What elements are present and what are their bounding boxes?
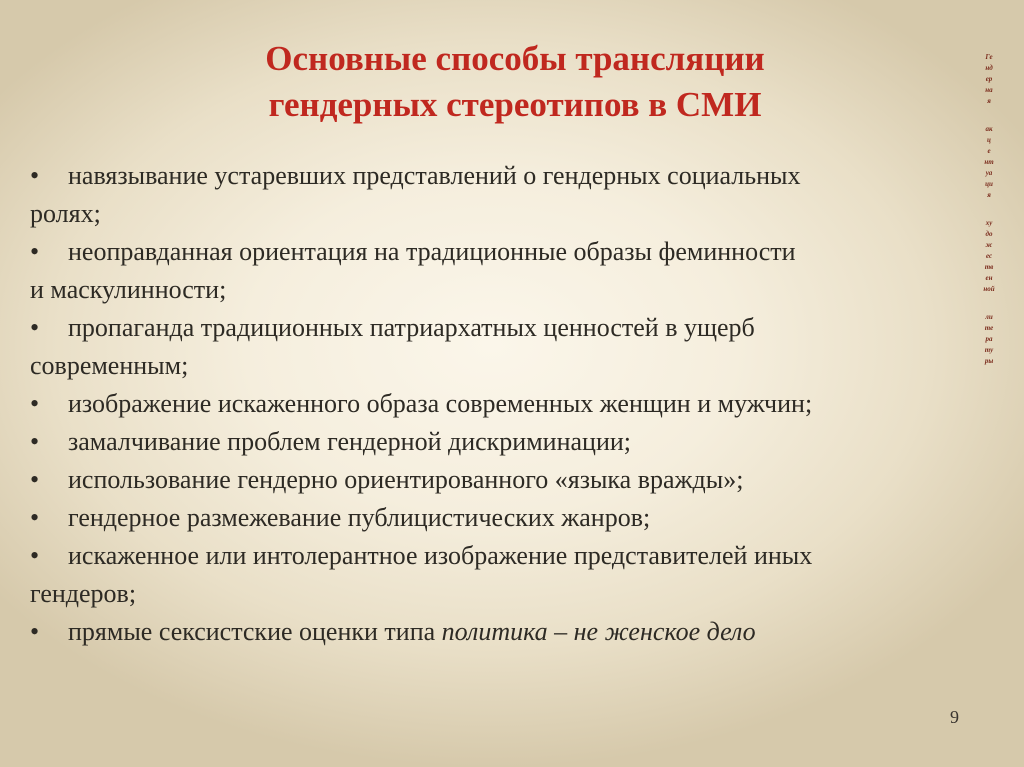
bullet-dot: • (30, 313, 40, 342)
bullet-text: навязывание устаревших представлений о гендерных социальных (68, 161, 801, 190)
side-text-gap (978, 295, 1000, 312)
page-number: 9 (950, 707, 959, 727)
bullet-item (30, 233, 975, 309)
slide-title-line-1: Основные способы трансляции (265, 39, 765, 78)
side-text-fragment: я (987, 97, 991, 105)
bullet-text-continued: гендеров; (30, 579, 137, 608)
bullet-text-continued: ролях; (30, 199, 101, 228)
side-text-fragment: тв (984, 263, 994, 271)
side-text-gap (978, 201, 1000, 218)
side-text-fragment: Ге (985, 53, 993, 61)
bullet-text: прямые сексистские оценки типа (68, 617, 442, 646)
slide-title (130, 36, 900, 128)
bullet-dot: • (30, 161, 40, 190)
bullet-text-continued: и маскулинности; (30, 275, 227, 304)
side-text-fragment: нт (984, 158, 994, 166)
side-text-fragment: ту (984, 346, 994, 354)
bullet-item (30, 461, 975, 499)
side-text-fragment: до (985, 230, 993, 238)
side-text-fragment: ц (987, 136, 991, 144)
side-text-fragment: ци (985, 180, 993, 188)
bullet-item (30, 537, 975, 613)
bullet-text: использование гендерно ориентированного «языка вражды»; (68, 465, 744, 494)
bullet-item (30, 613, 975, 651)
side-text-fragment: те (984, 324, 994, 332)
side-text-fragment: ра (985, 335, 993, 343)
bullet-item (30, 309, 975, 385)
bullet-dot: • (30, 617, 40, 646)
bullet-list (30, 157, 975, 651)
side-text-fragment: уа (985, 169, 993, 177)
bullet-text: неоправданная ориентация на традиционные образы феминности (68, 237, 796, 266)
bullet-item (30, 499, 975, 537)
slide-title-line-2: гендерных стереотипов в СМИ (268, 85, 762, 124)
side-text-fragment: на (985, 86, 993, 94)
bullet-dot: • (30, 237, 40, 266)
side-text-fragment: ры (984, 357, 994, 365)
side-text-fragment: ер (985, 75, 993, 83)
side-text-fragment: я (987, 191, 991, 199)
bullet-text: пропаганда традиционных патриархатных ценностей в ущерб (68, 313, 755, 342)
side-text-fragment: ак (985, 125, 993, 133)
bullet-item (30, 157, 975, 233)
bullet-dot: • (30, 427, 40, 456)
side-vertical-text (978, 52, 1000, 367)
side-text-fragment: ной (983, 285, 995, 293)
side-text-fragment: ли (985, 313, 993, 321)
side-text-fragment: ес (985, 252, 993, 260)
bullet-text-continued: современным; (30, 351, 189, 380)
bullet-text: гендерное размежевание публицистических жанров; (68, 503, 651, 532)
side-text-fragment: е (987, 147, 991, 155)
bullet-dot: • (30, 465, 40, 494)
side-text-fragment: ен (985, 274, 993, 282)
bullet-text: замалчивание проблем гендерной дискриминации; (68, 427, 632, 456)
bullet-text: искаженное или интолерантное изображение представителей иных (68, 541, 813, 570)
side-text-fragment: ж (985, 241, 993, 249)
bullet-item (30, 385, 975, 423)
side-text-fragment: нд (985, 64, 993, 72)
bullet-text-italic: политика – не женское дело (441, 617, 756, 646)
bullet-dot: • (30, 389, 40, 418)
bullet-dot: • (30, 503, 40, 532)
bullet-item (30, 423, 975, 461)
side-text-gap (978, 107, 1000, 124)
bullet-text: изображение искаженного образа современных женщин и мужчин; (68, 389, 813, 418)
bullet-dot: • (30, 541, 40, 570)
side-text-fragment: ху (985, 219, 993, 227)
